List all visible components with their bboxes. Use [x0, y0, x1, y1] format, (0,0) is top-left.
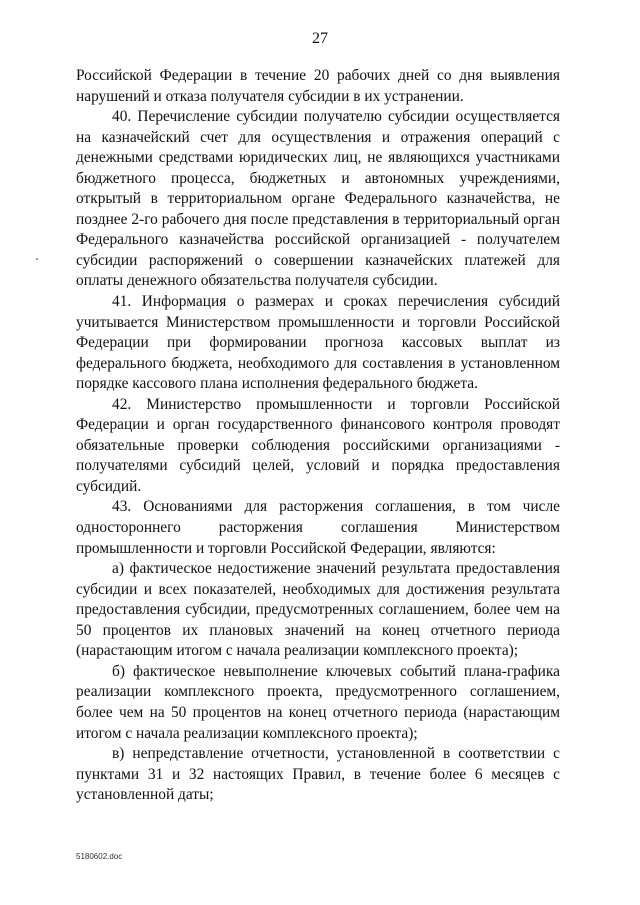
subitem-a: а) фактическое недостижение значений результата предоставления субсидии и всех показателей, необходимых для достижения результата предоставления субсидии, предусмотренных соглашением, более чем на 50 процентов их плановых значений на конец отчетного периода (нарастающим итогом с начала реализации комплексного проекта);: [76, 560, 560, 660]
paragraph-item-43: 43. Основаниями для расторжения соглашения, в том числе одностороннего расторжения соглашения Министерством промышленности и торговли Российской Федерации, являются:: [76, 498, 560, 557]
page-number: 27: [312, 30, 328, 47]
subitem-v: в) непредставление отчетности, установленной в соответствии с пунктами 31 и 32 настоящих Правил, в течение более 6 месяцев с установленной даты;: [76, 745, 560, 804]
paragraph-item-41: 41. Информация о размерах и сроках перечисления субсидий учитывается Министерством промышленности и торговли Российской Федерации при формировании прогноза кассовых выплат из федерального бюджета, необходимого для составления в установленном порядке кассового плана исполнения федерального бюджета.: [76, 293, 560, 393]
subitem-b: б) фактическое невыполнение ключевых событий плана-графика реализации комплексного проекта, предусмотренного соглашением, более чем на 50 процентов на конец отчетного периода (нарастающим итогом с начала реализации комплексного проекта);: [76, 662, 560, 742]
paragraph-item-42: 42. Министерство промышленности и торговли Российской Федерации и орган государственного финансового контроля проводят обязательные проверки соблюдения российскими организациями - получателями субсидий целей, условий и порядка предоставления субсидий.: [76, 395, 560, 495]
scan-speck: [36, 258, 38, 260]
footer-filename: 5180602.doc: [76, 852, 123, 861]
paragraph-continuation: Российской Федерации в течение 20 рабочих дней со дня выявления нарушений и отказа получателя субсидии в их устранении.: [76, 67, 560, 105]
paragraph-item-40: 40. Перечисление субсидии получателю субсидии осуществляется на казначейский счет для осуществления и отражения операций с денежными средствами юридических лиц, не являющихся участниками бюджетного процесса, бюджетных и автономных учреждениями, открытый в территориальном органе Федерального казначейства, не позднее 2-го рабочего дня после представления в территориальный орган Федерального казначейства российской организацией - получателем субсидии распоряжений о совершении казначейских платежей для оплаты денежного обязательства получателя субсидии.: [76, 108, 560, 290]
document-body: [76, 66, 560, 806]
